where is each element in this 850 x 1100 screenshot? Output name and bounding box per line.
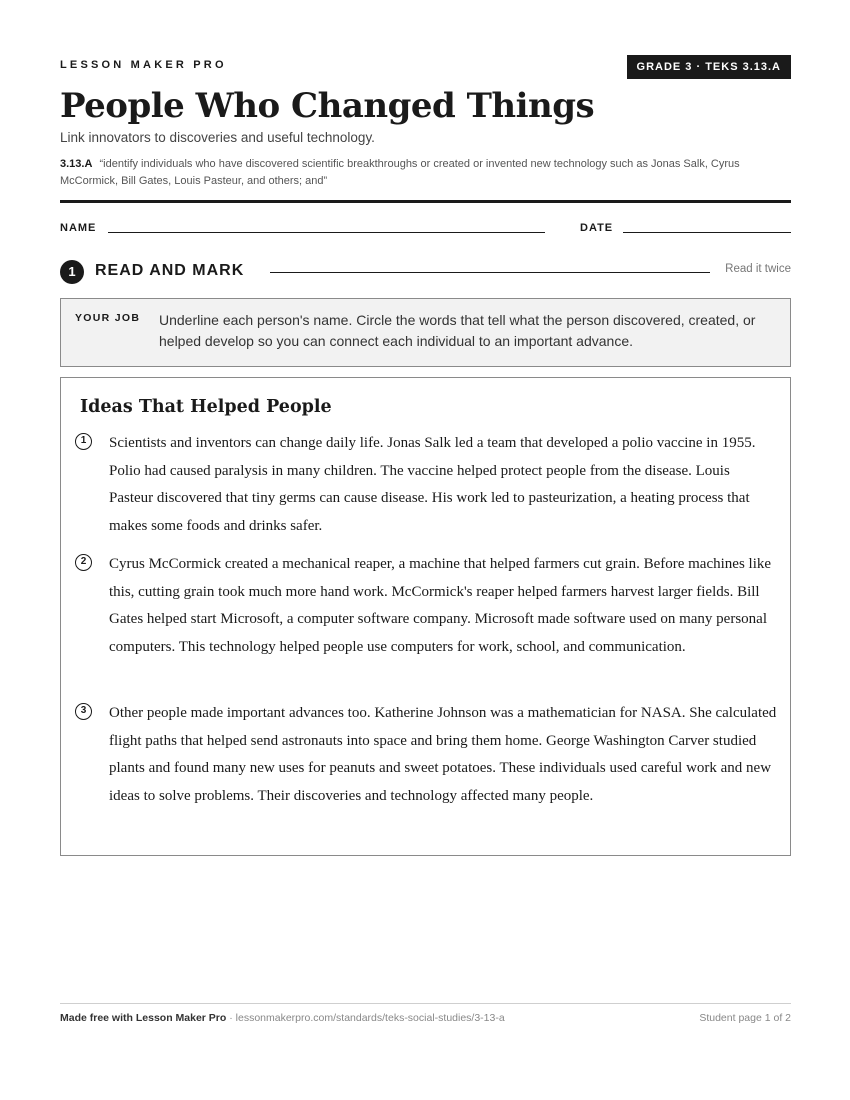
- date-label: DATE: [580, 222, 614, 234]
- section-title: READ AND MARK: [95, 262, 245, 279]
- section-number-badge: 1: [60, 260, 84, 284]
- footer-credit: Made free with Lesson Maker Pro: [60, 1012, 227, 1024]
- name-field[interactable]: [108, 232, 545, 233]
- paragraph-number-icon: 2: [75, 554, 92, 571]
- grade-badge: GRADE 3 · TEKS 3.13.A: [627, 55, 791, 79]
- section-note: Read it twice: [725, 263, 791, 275]
- footer-separator: ·: [226, 1012, 236, 1024]
- footer: [60, 1012, 791, 1024]
- paragraph-text: Cyrus McCormick created a mechanical reaper, a machine that helped farmers cut grain. Before machines like this, cutting grain took much more hand work. McCormick's reaper helped farmers harvest larger fields. Bill Gates helped start Microsoft, a computer software company. Microsoft made software used on many personal computers. This technology helped people use computers for work, school, and communication.: [109, 556, 772, 655]
- passage-title: Ideas That Helped People: [80, 397, 332, 417]
- name-date-row: [60, 222, 791, 236]
- name-label: NAME: [60, 222, 97, 234]
- instructions-label: YOUR JOB: [75, 312, 141, 324]
- paragraph-number-icon: 3: [75, 703, 92, 720]
- worksheet-page: [60, 0, 791, 1100]
- reading-passage-box: [60, 377, 791, 856]
- instructions-box: [60, 298, 791, 367]
- section-divider: [270, 272, 710, 273]
- footer-url[interactable]: lessonmakerpro.com/standards/teks-social-studies/3-13-a: [235, 1012, 505, 1024]
- paragraph-text: Other people made important advances too. Katherine Johnson was a mathematician for NASA. She calculated flight paths that helped send astronauts into space and bring them home. George Washington Carver studied plants and found many new uses for peanuts and sweet potatoes. These individuals used careful work and new ideas to solve problems. Their discoveries and technology affected many people.: [109, 705, 777, 804]
- instructions-text: Underline each person's name. Circle the words that tell what the person discovered, created, or helped develop so you can connect each individual to an important advance.: [159, 312, 756, 349]
- paragraph-number-icon: 1: [75, 433, 92, 450]
- standard-code: 3.13.A: [60, 158, 93, 170]
- standard-text: “identify individuals who have discovered scientific breakthroughs or created or invented new technology such as Jonas Salk, Cyrus McCormick, Bill Gates, Louis Pasteur, and others; and”: [60, 158, 740, 187]
- footer-divider: [60, 1003, 791, 1004]
- date-field[interactable]: [623, 232, 791, 233]
- page-title: People Who Changed Things: [60, 86, 595, 126]
- standard-citation: [60, 156, 791, 190]
- paragraph-text: Scientists and inventors can change daily life. Jonas Salk led a team that developed a polio vaccine in 1955. Polio had caused paralysis in many children. The vaccine helped protect people from the disease. Louis Pasteur discovered that tiny germs can cause disease. His work led to pasteurization, a heating process that makes some foods and drinks safer.: [109, 435, 756, 534]
- top-bar: [60, 55, 791, 79]
- brand-name: LESSON MAKER PRO: [60, 59, 227, 71]
- page-subtitle: Link innovators to discoveries and useful technology.: [60, 130, 375, 145]
- page-indicator: Student page 1 of 2: [699, 1012, 791, 1024]
- header-divider: [60, 200, 791, 203]
- section-header: [60, 260, 791, 284]
